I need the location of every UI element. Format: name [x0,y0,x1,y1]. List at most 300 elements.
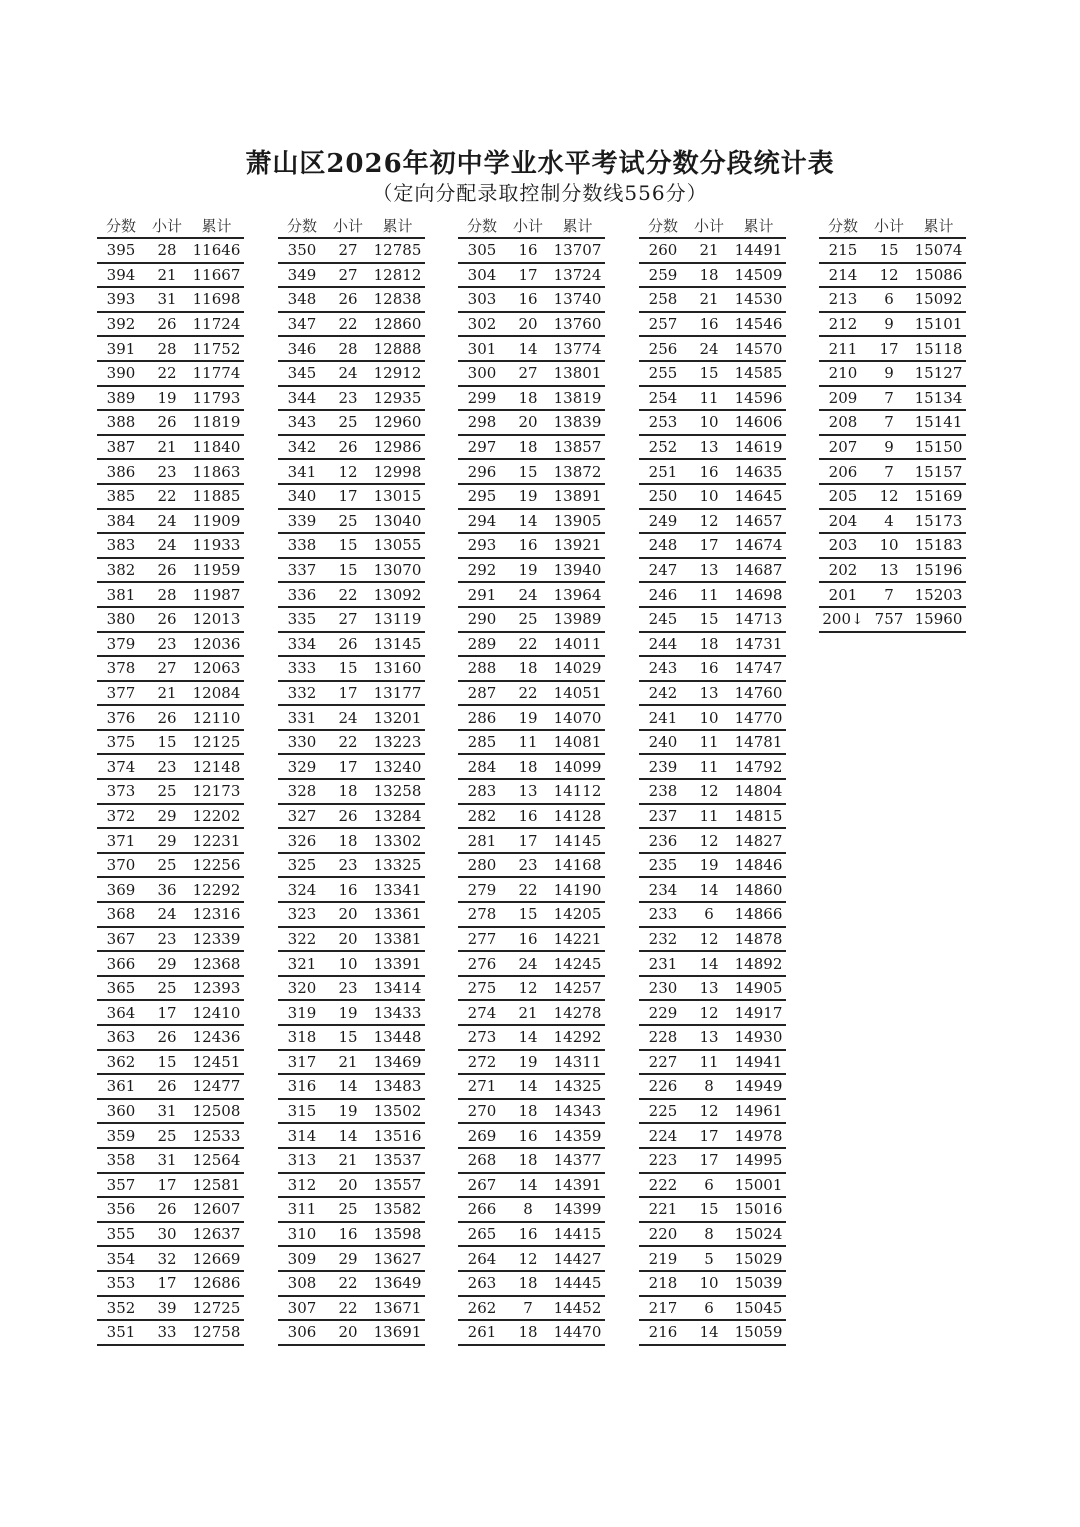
subtotal-cell: 21 [699,241,719,260]
table-row [639,657,786,682]
subtotal-cell: 12 [518,1249,538,1268]
subtotal-cell: 17 [338,757,358,776]
table-row [458,485,605,510]
subtotal-cell: 4 [884,511,894,530]
subtotal-cell: 15 [338,536,358,555]
cumulative-cell: 12477 [192,1077,241,1096]
cumulative-cell: 13801 [553,364,602,383]
subtotal-cell: 21 [338,1052,358,1071]
subtotal-cell: 21 [338,1151,358,1170]
subtotal-cell: 9 [884,315,894,334]
score-cell: 257 [648,315,678,334]
score-cell: 367 [106,929,136,948]
score-cell: 204 [828,511,858,530]
score-cell: 211 [828,339,858,358]
score-cell: 335 [287,610,317,629]
table-row [278,313,425,338]
cumulative-cell: 13414 [373,979,422,998]
subtotal-cell: 28 [157,241,177,260]
subtotal-cell: 24 [338,708,358,727]
score-cell: 220 [648,1225,678,1244]
subtotal-cell: 13 [699,1028,719,1047]
score-cell: 266 [467,1200,497,1219]
score-cell: 329 [287,757,317,776]
table-row [97,903,244,928]
subtotal-cell: 27 [338,610,358,629]
score-cell: 223 [648,1151,678,1170]
cumulative-cell: 14546 [734,315,783,334]
header-cumulative: 累计 [562,216,593,235]
cumulative-cell: 12888 [373,339,422,358]
subtotal-cell: 20 [518,413,538,432]
table-row [458,903,605,928]
subtotal-cell: 29 [157,954,177,973]
subtotal-cell: 8 [704,1225,714,1244]
table-row [819,387,966,412]
score-table-4 [639,213,786,1346]
subtotal-cell: 16 [699,315,719,334]
subtotal-cell: 28 [157,339,177,358]
table-row [639,1149,786,1174]
table-row [97,608,244,633]
table-row [97,460,244,485]
subtotal-cell: 7 [523,1298,533,1317]
table-row [458,1149,605,1174]
cumulative-cell: 11885 [192,487,241,506]
subtotal-cell: 19 [518,708,538,727]
cumulative-cell: 14731 [734,634,783,653]
cumulative-cell: 14343 [553,1102,602,1121]
score-cell: 230 [648,979,678,998]
subtotal-cell: 12 [699,1003,719,1022]
subtotal-cell: 21 [157,438,177,457]
cumulative-cell: 13691 [373,1323,422,1342]
table-row [278,460,425,485]
table-row [458,1174,605,1199]
table-row [819,559,966,584]
score-cell: 327 [287,806,317,825]
subtotal-cell: 23 [518,856,538,875]
table-row [97,1198,244,1223]
cumulative-cell: 14995 [734,1151,783,1170]
cumulative-cell: 14713 [734,610,783,629]
score-cell: 388 [106,413,136,432]
cumulative-cell: 13448 [373,1028,422,1047]
cumulative-cell: 15024 [734,1225,783,1244]
subtotal-cell: 7 [884,462,894,481]
cumulative-cell: 13671 [373,1298,422,1317]
table-row [278,337,425,362]
score-cell: 389 [106,388,136,407]
score-cell: 246 [648,585,678,604]
score-cell: 380 [106,610,136,629]
score-cell: 208 [828,413,858,432]
table-row [278,1100,425,1125]
cumulative-cell: 14257 [553,979,602,998]
cumulative-cell: 14760 [734,683,783,702]
score-cell: 258 [648,290,678,309]
cumulative-cell: 14145 [553,831,602,850]
table-row [819,362,966,387]
subtotal-cell: 8 [704,1077,714,1096]
cumulative-cell: 12013 [192,610,241,629]
score-cell: 339 [287,511,317,530]
subtotal-cell: 23 [338,979,358,998]
score-cell: 300 [467,364,497,383]
subtotal-cell: 14 [518,339,538,358]
subtotal-cell: 16 [518,290,538,309]
score-cell: 315 [287,1102,317,1121]
score-cell: 333 [287,659,317,678]
cumulative-cell: 11933 [192,536,241,555]
score-cell: 328 [287,782,317,801]
table-row [97,264,244,289]
subtotal-cell: 22 [338,1274,358,1293]
cumulative-cell: 13325 [373,856,422,875]
subtotal-cell: 17 [157,1003,177,1022]
cumulative-cell: 12986 [373,438,422,457]
cumulative-cell: 12637 [192,1225,241,1244]
cumulative-cell: 14245 [553,954,602,973]
subtotal-cell: 26 [157,413,177,432]
cumulative-cell: 12998 [373,462,422,481]
score-cell: 250 [648,487,678,506]
score-cell: 264 [467,1249,497,1268]
score-cell: 235 [648,856,678,875]
subtotal-cell: 25 [338,413,358,432]
table-row [819,288,966,313]
score-cell: 276 [467,954,497,973]
subtotal-cell: 22 [518,683,538,702]
score-cell: 259 [648,265,678,284]
table-row [819,337,966,362]
table-row [639,485,786,510]
table-row [458,1297,605,1322]
header-score: 分数 [827,216,858,235]
subtotal-cell: 22 [338,733,358,752]
cumulative-cell: 14325 [553,1077,602,1096]
cumulative-cell: 12725 [192,1298,241,1317]
subtotal-cell: 13 [699,683,719,702]
table-row [458,1100,605,1125]
subtotal-cell: 19 [338,1003,358,1022]
subtotal-cell: 12 [699,782,719,801]
table-row [97,1075,244,1100]
cumulative-cell: 13258 [373,782,422,801]
cumulative-cell: 14892 [734,954,783,973]
subtotal-cell: 14 [518,1028,538,1047]
cumulative-cell: 14221 [553,929,602,948]
subtotal-cell: 19 [338,1102,358,1121]
subtotal-cell: 19 [157,388,177,407]
cumulative-cell: 14815 [734,806,783,825]
score-cell: 215 [828,241,858,260]
subtotal-cell: 25 [157,979,177,998]
score-cell: 326 [287,831,317,850]
cumulative-cell: 13223 [373,733,422,752]
score-cell: 355 [106,1225,136,1244]
score-cell: 356 [106,1200,136,1219]
cumulative-cell: 12669 [192,1249,241,1268]
score-cell: 308 [287,1274,317,1293]
cumulative-cell: 12148 [192,757,241,776]
table-row [458,1321,605,1346]
subtotal-cell: 23 [157,929,177,948]
header-subtotal: 小计 [873,216,904,235]
table-row [458,805,605,830]
subtotal-cell: 27 [338,265,358,284]
table-row [458,608,605,633]
subtotal-cell: 15 [518,905,538,924]
cumulative-cell: 13921 [553,536,602,555]
cumulative-cell: 12292 [192,880,241,899]
subtotal-cell: 28 [338,339,358,358]
table-row [97,1100,244,1125]
table-row [639,1223,786,1248]
table-row [458,337,605,362]
subtotal-cell: 27 [157,659,177,678]
score-cell: 384 [106,511,136,530]
cumulative-cell: 12686 [192,1274,241,1293]
cumulative-cell: 12860 [373,315,422,334]
score-cell: 248 [648,536,678,555]
table-header [278,213,425,239]
score-cell: 284 [467,757,497,776]
table-row [97,1223,244,1248]
score-cell: 362 [106,1052,136,1071]
score-cell: 345 [287,364,317,383]
cumulative-cell: 12607 [192,1200,241,1219]
cumulative-cell: 15086 [914,265,963,284]
cumulative-cell: 15101 [914,315,963,334]
cumulative-cell: 12935 [373,388,422,407]
cumulative-cell: 14415 [553,1225,602,1244]
cumulative-cell: 13341 [373,880,422,899]
cumulative-cell: 15029 [734,1249,783,1268]
cumulative-cell: 14687 [734,561,783,580]
subtotal-cell: 25 [157,1126,177,1145]
subtotal-cell: 11 [699,757,719,776]
subtotal-cell: 5 [704,1249,714,1268]
table-row [639,1247,786,1272]
score-cell: 354 [106,1249,136,1268]
cumulative-cell: 13740 [553,290,602,309]
table-row [458,1198,605,1223]
cumulative-cell: 13598 [373,1225,422,1244]
cumulative-cell: 12785 [373,241,422,260]
table-row [639,731,786,756]
subtotal-cell: 14 [518,1175,538,1194]
subtotal-cell: 31 [157,1151,177,1170]
score-cell: 322 [287,929,317,948]
score-cell: 334 [287,634,317,653]
cumulative-cell: 13627 [373,1249,422,1268]
subtotal-cell: 26 [157,610,177,629]
score-cell: 342 [287,438,317,457]
subtotal-cell: 9 [884,364,894,383]
table-row [639,805,786,830]
table-row [278,1149,425,1174]
cumulative-cell: 11698 [192,290,241,309]
table-row [97,362,244,387]
header-subtotal: 小计 [332,216,363,235]
table-row [819,264,966,289]
score-cell: 299 [467,388,497,407]
score-cell: 225 [648,1102,678,1121]
cumulative-cell: 15196 [914,561,963,580]
score-cell: 316 [287,1077,317,1096]
cumulative-cell: 12912 [373,364,422,383]
table-row [97,755,244,780]
cumulative-cell: 13707 [553,241,602,260]
score-cell: 291 [467,585,497,604]
cumulative-cell: 14961 [734,1102,783,1121]
table-row [458,952,605,977]
table-row [97,288,244,313]
subtotal-cell: 24 [518,585,538,604]
score-cell: 269 [467,1126,497,1145]
cumulative-cell: 15092 [914,290,963,309]
table-row [97,878,244,903]
table-row [458,706,605,731]
subtotal-cell: 23 [157,462,177,481]
subtotal-cell: 17 [518,831,538,850]
score-cell: 226 [648,1077,678,1096]
subtotal-cell: 23 [157,634,177,653]
page-subtitle: （定向分配录取控制分数线556分） [372,181,708,205]
table-row [639,903,786,928]
table-row [639,264,786,289]
score-cell: 274 [467,1003,497,1022]
table-row [278,780,425,805]
header-cumulative: 累计 [923,216,954,235]
table-row [278,485,425,510]
subtotal-cell: 16 [338,1225,358,1244]
score-cell: 391 [106,339,136,358]
subtotal-cell: 15 [879,241,899,260]
subtotal-cell: 32 [157,1249,177,1268]
cumulative-cell: 14941 [734,1052,783,1071]
cumulative-cell: 14878 [734,929,783,948]
score-cell: 394 [106,265,136,284]
table-row [97,854,244,879]
table-row [458,755,605,780]
subtotal-cell: 14 [518,511,538,530]
score-cell: 224 [648,1126,678,1145]
score-cell: 371 [106,831,136,850]
cumulative-cell: 14770 [734,708,783,727]
table-row [458,633,605,658]
table-row [97,829,244,854]
subtotal-cell: 12 [518,979,538,998]
table-header [97,213,244,239]
score-table-5 [819,213,966,633]
table-row [819,608,966,633]
score-cell: 347 [287,315,317,334]
subtotal-cell: 15 [157,1052,177,1071]
cumulative-cell: 13989 [553,610,602,629]
table-row [639,608,786,633]
score-cell: 318 [287,1028,317,1047]
subtotal-cell: 17 [338,487,358,506]
cumulative-cell: 13284 [373,806,422,825]
table-row [97,485,244,510]
table-row [639,952,786,977]
cumulative-cell: 12533 [192,1126,241,1145]
table-row [458,829,605,854]
table-row [639,510,786,535]
score-cell: 379 [106,634,136,653]
cumulative-cell: 11774 [192,364,241,383]
table-row [97,411,244,436]
header-cumulative: 累计 [382,216,413,235]
score-cell: 312 [287,1175,317,1194]
cumulative-cell: 12581 [192,1175,241,1194]
table-row [278,1001,425,1026]
subtotal-cell: 16 [518,1225,538,1244]
cumulative-cell: 13055 [373,536,422,555]
table-row [458,288,605,313]
subtotal-cell: 11 [699,388,719,407]
table-row [819,534,966,559]
cumulative-cell: 12339 [192,929,241,948]
subtotal-cell: 26 [338,438,358,457]
table-row [639,977,786,1002]
subtotal-cell: 13 [879,561,899,580]
subtotal-cell: 13 [699,438,719,457]
subtotal-cell: 19 [518,487,538,506]
score-cell: 251 [648,462,678,481]
subtotal-cell: 27 [518,364,538,383]
cumulative-cell: 14635 [734,462,783,481]
subtotal-cell: 10 [699,708,719,727]
cumulative-cell: 11724 [192,315,241,334]
score-cell: 234 [648,880,678,899]
cumulative-cell: 15173 [914,511,963,530]
subtotal-cell: 18 [699,634,719,653]
subtotal-cell: 10 [699,487,719,506]
subtotal-cell: 23 [157,757,177,776]
cumulative-cell: 12110 [192,708,241,727]
table-row [639,387,786,412]
subtotal-cell: 18 [518,438,538,457]
score-cell: 275 [467,979,497,998]
cumulative-cell: 13160 [373,659,422,678]
cumulative-cell: 15183 [914,536,963,555]
score-cell: 205 [828,487,858,506]
table-row [639,1272,786,1297]
score-cell: 309 [287,1249,317,1268]
score-cell: 265 [467,1225,497,1244]
table-row [97,706,244,731]
cumulative-cell: 11909 [192,511,241,530]
table-row [97,559,244,584]
cumulative-cell: 14917 [734,1003,783,1022]
subtotal-cell: 12 [338,462,358,481]
score-cell: 376 [106,708,136,727]
table-row [819,239,966,264]
subtotal-cell: 11 [699,733,719,752]
score-cell: 392 [106,315,136,334]
table-row [97,633,244,658]
score-cell: 338 [287,536,317,555]
cumulative-cell: 15118 [914,339,963,358]
cumulative-cell: 12231 [192,831,241,850]
subtotal-cell: 15 [157,733,177,752]
table-header [819,213,966,239]
cumulative-cell: 14190 [553,880,602,899]
table-row [278,682,425,707]
